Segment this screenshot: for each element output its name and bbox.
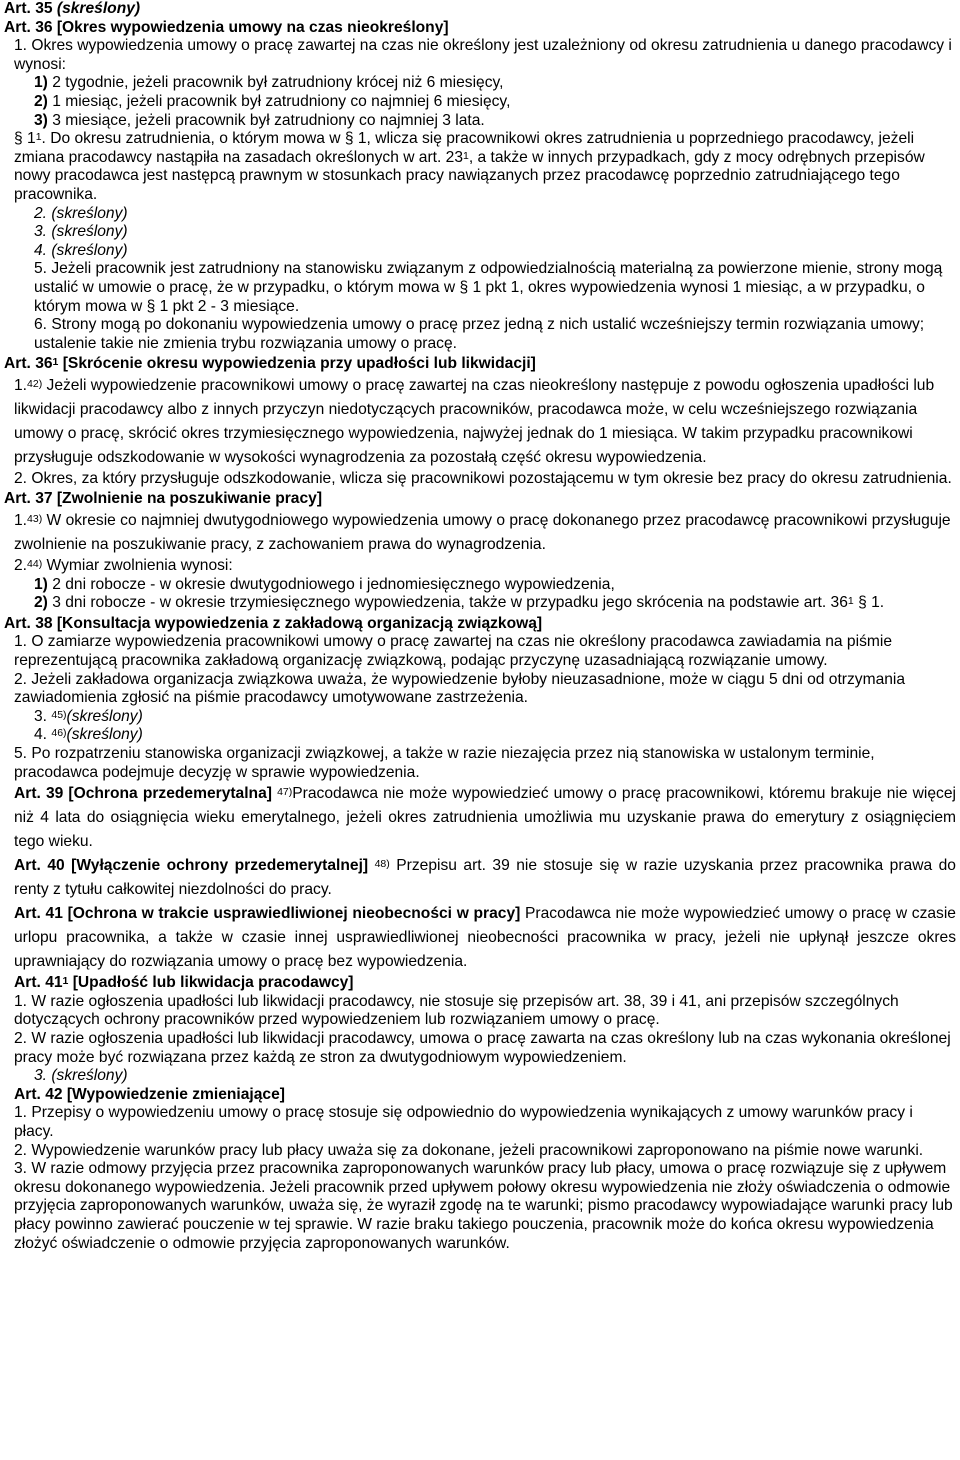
article-41-1-heading: Art. $41^1$ [Upadłość lub likwidacja pracodawcy] (14, 974, 354, 992)
article-36-par-2: 2. (skreślony) (34, 204, 128, 222)
article-36-1-par-1: 1.$^{42)}$ Jeżeli wypowiedzenie pracownikowi umowy o pracę zawartej na czas nieokreślony następuje z powodu ogłoszenia upadłości lub likwidacji pracodawcy albo z innych przyczyn niedotyczących pracowników, pracodawca może, w celu wcześniejszego rozwiązania umowy o pracę, skrócić okres trzymiesięcznego wypowiedzenia, najwyżej jednak do 1 miesiąca. W takim przypadku pracownikowi przysługuje odszkodowanie w wysokości wynagrodzenia za pozostałą część okresu wypowiedzenia. (14, 376, 935, 466)
article-36-par-4: 4. (skreślony) (34, 241, 128, 259)
article-37-heading: Art. 37 [Zwolnienie na poszukiwanie pracy] (4, 490, 323, 508)
article-39: Art. 39 [Ochrona przedemerytalna] $^{47)}$Pracodawca nie może wypowiedzieć umowy o pracę pracownikowi, któremu brakuje nie więcej niż 4 lata do osiągnięcia wieku emerytalnego, jeżeli okres zatrudnienia umożliwia mu uzyskanie prawa do emerytury z osiągnięciem tego wieku. (14, 785, 956, 851)
article-42-par-3: 3. W razie odmowy przyjęcia przez pracownika zaproponowanych warunków pracy lub płacy, umowa o pracę rozwiązuje się z upływem okresu dokonanego wypowiedzenia. Jeżeli pracownik przed upływem połowy okresu wypowiedzenia nie złoży oświadczenia o odmowie przyjęcia zaproponowanych warunków, uważa się, że wyraził zgodę na te warunki; pismo pracodawcy wypowiadające warunki pracy lub płacy powinno zawierać pouczenie w tej sprawie. W razie braku takiego pouczenia, pracownik może do końca okresu wypowiedzenia złożyć oświadczenie o odmowie przyjęcia zaproponowanych warunków. (14, 1160, 953, 1252)
article-36-par-1-1: § $1^1$. Do okresu zatrudnienia, o którym mowa w § 1, wlicza się pracownikowi okres zatrudnienia u poprzedniego pracodawcy, jeżeli zmiana pracodawcy nastąpiła na zasadach określonych w art. $23^1$, a także w innych przypadkach, gdy z mocy odrębnych przepisów nowy pracodawca jest następcą prawnym w stosunkach pracy nawiązanych przez pracodawcę poprzednio zatrudniającego tego pracownika. (14, 130, 925, 203)
article-35-heading (4, 0, 956, 19)
article-35-title: Art. 35 (4, 0, 53, 17)
article-38-par-5: 5. Po rozpatrzeniu stanowiska organizacji związkowej, a także w razie niezajęcia przez nią stanowiska w ustalonym terminie, pracodawca podejmuje decyzję w sprawie wypowiedzenia. (14, 745, 875, 781)
article-38-par-2: 2. Jeżeli zakładowa organizacja związkowa uważa, że wypowiedzenie byłoby nieuzasadnione, może w ciągu 5 dni od otrzymania zawiadomienia zgłosić na piśmie pracodawcy umotywowane zastrzeżenia. (14, 670, 906, 707)
article-42-par-1: 1. Przepisy o wypowiedzeniu umowy o pracę stosuje się odpowiednio do wypowiedzenia wynikających z umowy warunków pracy i płacy. (14, 1104, 913, 1140)
article-36-1-heading: Art. $36^1$ [Skrócenie okresu wypowiedzenia przy upadłości lub likwidacji] (4, 355, 536, 373)
article-41-1-par-2: 2. W razie ogłoszenia upadłości lub likwidacji pracodawcy, umowa o pracę zawarta na czas określony lub na czas wykonania określonej pracy może być rozwiązana przez każdą ze stron za dwutygodniowym wypowiedzeniem. (14, 1029, 951, 1066)
article-38-par-3: 3. $^{45)}$(skreślony) (34, 707, 143, 725)
article-37-par-2: 2.$^{44)}$ Wymiar zwolnienia wynosi: (14, 557, 233, 575)
article-42-par-2: 2. Wypowiedzenie warunków pracy lub płacy uważa się za dokonane, jeżeli pracownikowi zaproponowano na piśmie nowe warunki. (14, 1141, 924, 1159)
article-37-item-1: 1) 2 dni robocze - w okresie dwutygodniowego i jednomiesięcznego wypowiedzenia, (34, 575, 615, 593)
article-36-1-par-2: 2. Okres, za który przysługuje odszkodowanie, wlicza się pracownikowi pozostającemu w tym okresie bez pracy do okresu zatrudnienia. (14, 469, 952, 487)
article-42-heading: Art. 42 [Wypowiedzenie zmieniające] (14, 1085, 285, 1103)
article-37-item-2: 2) 3 dni robocze - w okresie trzymiesięcznego wypowiedzenia, także w przypadku jego skrócenia na podstawie art. $36^1$ § 1. (34, 594, 885, 612)
article-38-par-4: 4. $^{46)}$(skreślony) (34, 726, 143, 744)
article-36-item-3: 3) 3 miesiące, jeżeli pracownik był zatrudniony co najmniej 3 lata. (34, 111, 485, 129)
article-37-par-1: 1.$^{43)}$ W okresie co najmniej dwutygodniowego wypowiedzenia umowy o pracę dokonanego przez pracodawcę pracownikowi przysługuje zwolnienie na poszukiwanie pracy, z zachowaniem prawa do wynagrodzenia. (14, 512, 951, 554)
article-35-note: (skreślony) (56, 0, 141, 17)
article-38-par-1: 1. O zamiarze wypowiedzenia pracownikowi umowy o pracę zawartej na czas nie określony pracodawca zawiadamia na piśmie reprezentującą pracownika zakładową organizację związkową, podając przyczynę uzasadniającą rozwiązanie umowy. (14, 633, 892, 670)
article-36-item-1: 1) 2 tygodnie, jeżeli pracownik był zatrudniony krócej niż 6 miesięcy, (34, 74, 504, 92)
article-36-heading: Art. 36 [Okres wypowiedzenia umowy na czas nieokreślony] (4, 18, 449, 36)
article-41-1-par-3: 3. (skreślony) (34, 1067, 128, 1085)
article-36-item-2: 2) 1 miesiąc, jeżeli pracownik był zatrudniony co najmniej 6 miesięcy, (34, 92, 511, 110)
article-41: Art. 41 [Ochrona w trakcie usprawiedliwionej nieobecności w pracy] Pracodawca nie może wypowiedzieć umowy o pracę w czasie urlopu pracownika, a także w czasie innej usprawiedliwionej nieobecności pracownika w pracy, jeżeli nie upłynął jeszcze okres uprawniający do rozwiązania umowy o pracę bez wypowiedzenia. (14, 905, 956, 971)
article-36-par-1: 1. Okres wypowiedzenia umowy o pracę zawartej na czas nie określony jest uzależniony od okresu zatrudnienia u danego pracodawcy i wynosi: (14, 37, 952, 73)
article-41-1-par-1: 1. W razie ogłoszenia upadłości lub likwidacji pracodawcy, nie stosuje się przepisów art. 38, 39 i 41, ani przepisów szczególnych dotyczących ochrony pracowników przed wypowiedzeniem lub rozwiązaniem umowy o pracę. (14, 992, 899, 1029)
article-36-par-3: 3. (skreślony) (34, 223, 128, 241)
article-36-par-6: 6. Strony mogą po dokonaniu wypowiedzenia umowy o pracę przez jedną z nich ustalić wcześniejszy termin rozwiązania umowy; ustalenie takie nie zmienia trybu rozwiązania umowy o pracę. (34, 316, 925, 352)
article-40: Art. 40 [Wyłączenie ochrony przedemerytalnej] $^{48)}$ Przepisu art. 39 nie stosuje się w razie uzyskania przez pracownika prawa do renty z tytułu całkowitej niezdolności do pracy. (14, 857, 956, 899)
article-36-par-5: 5. Jeżeli pracownik jest zatrudniony na stanowisku związanym z odpowiedzialnością materialną za powierzone mienie, strony mogą ustalić w umowie o pracę, że w przypadku, o którym mowa w § 1 pkt 1, okres wypowiedzenia wynosi 1 miesiąc, a w przypadku, o którym mowa w § 1 pkt 2 - 3 miesiące. (34, 260, 943, 315)
article-38-heading: Art. 38 [Konsultacja wypowiedzenia z zakładową organizacją związkową] (4, 614, 543, 632)
